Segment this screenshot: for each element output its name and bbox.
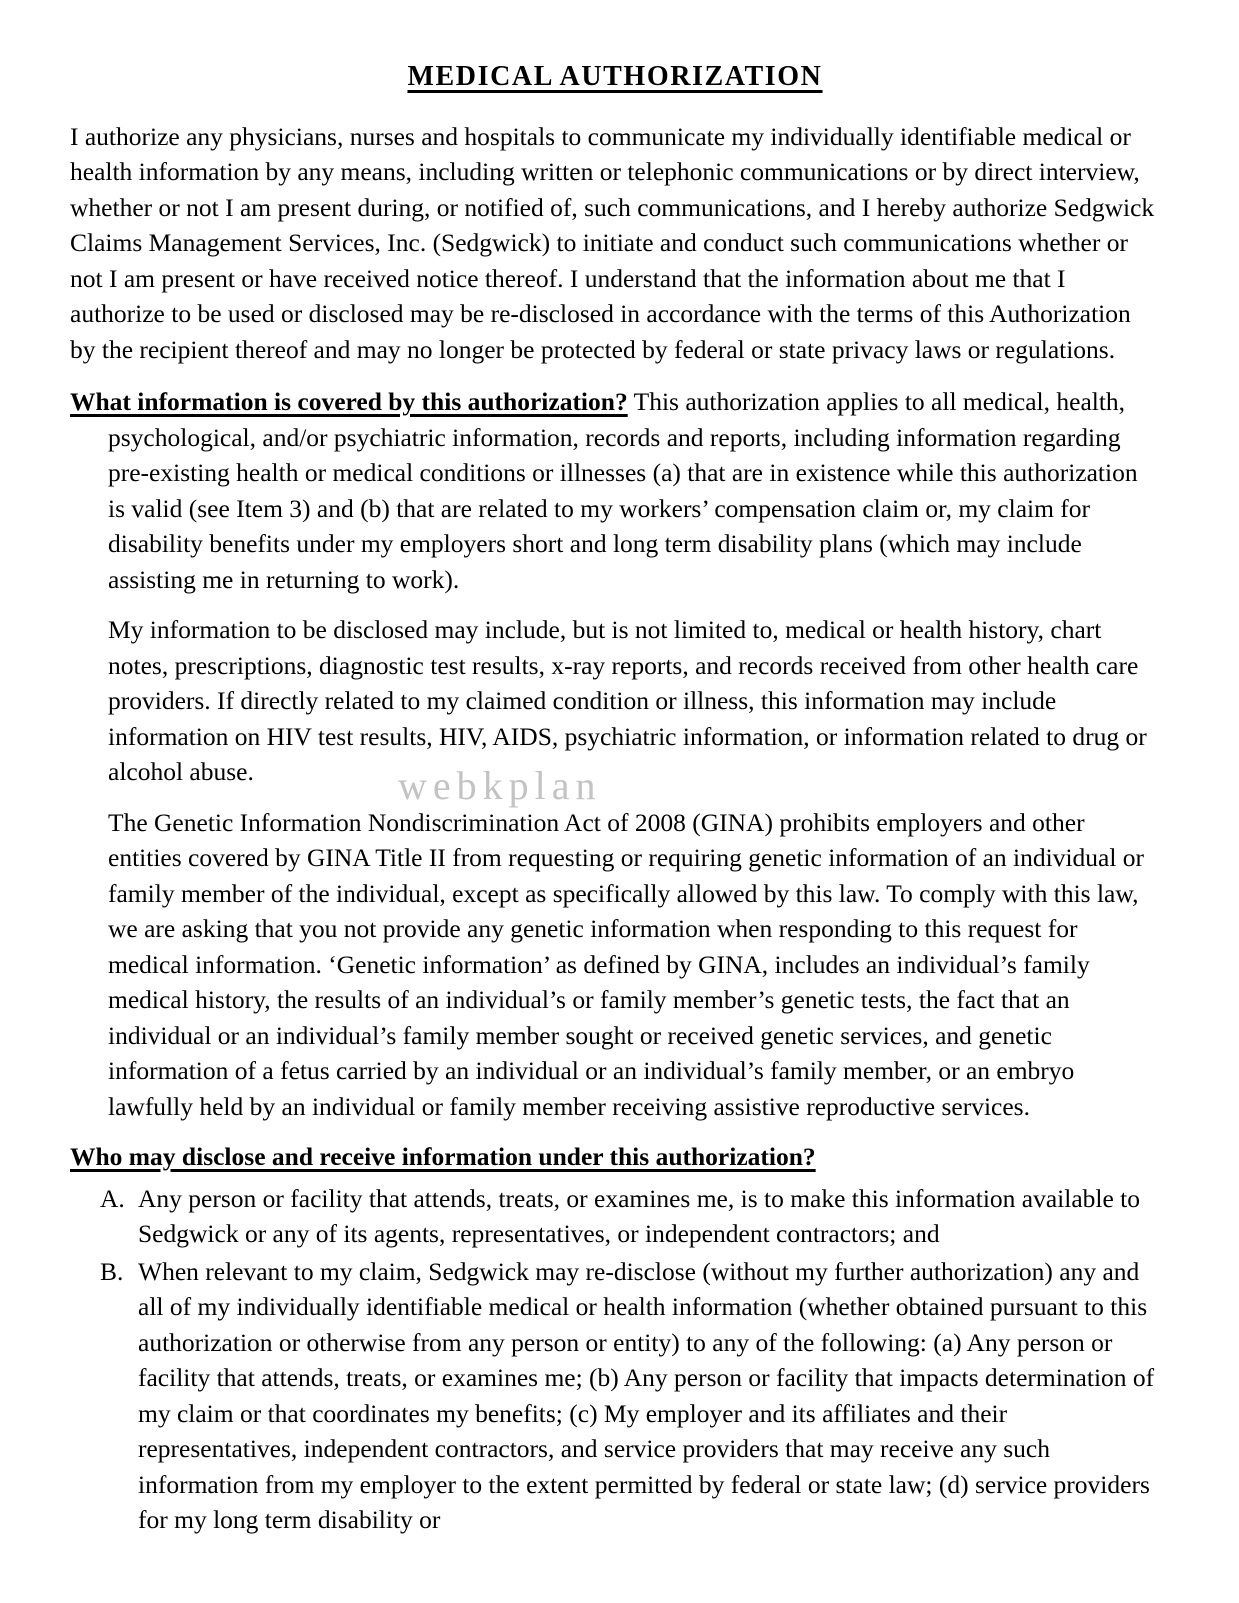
page-title-text: MEDICAL AUTHORIZATION: [407, 61, 823, 92]
covered-section-paragraph: [70, 384, 1160, 597]
disclose-section-heading-wrap: [70, 1139, 1160, 1179]
list-item-text: When relevant to my claim, Sedgwick may re-disclose (without my further authorization) any and all of my individually identifiable medical or health information (whether obtained pursuant to this authorization or otherwise from any person or entity) to any of the following: (a) Any person or facility that attends, treats, or examines me; (b) Any person or facility that impacts determination of my claim or that coordinates my benefits; (c) My employer and its affiliates and their representatives, independent contractors, and service providers that may receive any such information from my employer to the extent permitted by federal or state law; (d) service providers for my long term disability or: [138, 1256, 1155, 1535]
document-content: [70, 62, 1160, 1540]
list-item-marker: A.: [100, 1183, 125, 1213]
list-item: [70, 1254, 1160, 1538]
list-item-text: Any person or facility that attends, treats, or examines me, is to make this information available to Sedgwick or any of its agents, representatives, or independent contractors; and: [138, 1183, 1141, 1249]
intro-paragraph: I authorize any physicians, nurses and hospitals to communicate my individually identifiable medical or health information by any means, including written or telephonic communications or by direct interview, whether or not I am present during, or notified of, such communications, and I hereby authorize Sedgwick Claims Management Services, Inc. (Sedgwick) to initiate and conduct such communications whether or not I am present or have received notice thereof. I understand that the information about me that I authorize to be used or disclosed may be re-disclosed in accordance with the terms of this Authorization by the recipient thereof and may no longer be protected by federal or state privacy laws or regulations.: [70, 121, 1155, 364]
covered-paragraph-2: My information to be disclosed may include, but is not limited to, medical or health history, chart notes, prescriptions, diagnostic test results, x-ray reports, and records received from other health care providers. If directly related to my claimed condition or illness, this information may include information on HIV test results, HIV, AIDS, psychiatric information, or information related to drug or alcohol abuse.: [108, 615, 1147, 787]
covered-paragraph-3-gina: The Genetic Information Nondiscrimination Act of 2008 (GINA) prohibits employers and other entities covered by GINA Title II from requesting or requiring genetic information of an individual or family member of the individual, except as specifically allowed by this law. To comply with this law, we are asking that you not provide any genetic information when responding to this request for medical information. ‘Genetic information’ as defined by GINA, includes an individual’s family medical history, the results of an individual’s or family member’s genetic tests, the fact that an individual or an individual’s family member sought or received genetic services, and genetic information of a fetus carried by an individual or an individual’s family member, or an embryo lawfully held by an individual or family member receiving assistive reproductive services.: [108, 807, 1145, 1121]
covered-section-lead: This authorization applies to all medical, health, psychological, and/or psychiatric information, records and reports, including information regarding pre-existing health or medical conditions or illnesses (a) that are in existence while this authorization is valid (see Item 3) and (b) that are related to my workers’ compensation claim or, my claim for disability benefits under my employers short and long term disability plans (which may include assisting me in returning to work).: [108, 387, 1138, 594]
page-title: [70, 62, 1160, 93]
disclose-list: [70, 1181, 1160, 1538]
covered-section-heading: What information is covered by this authorization?: [70, 387, 628, 417]
list-item: [70, 1181, 1160, 1252]
list-item-marker: B.: [100, 1256, 124, 1286]
watermark: webkplan: [398, 763, 602, 808]
disclose-section-heading: Who may disclose and receive information under this authorization?: [70, 1142, 816, 1172]
